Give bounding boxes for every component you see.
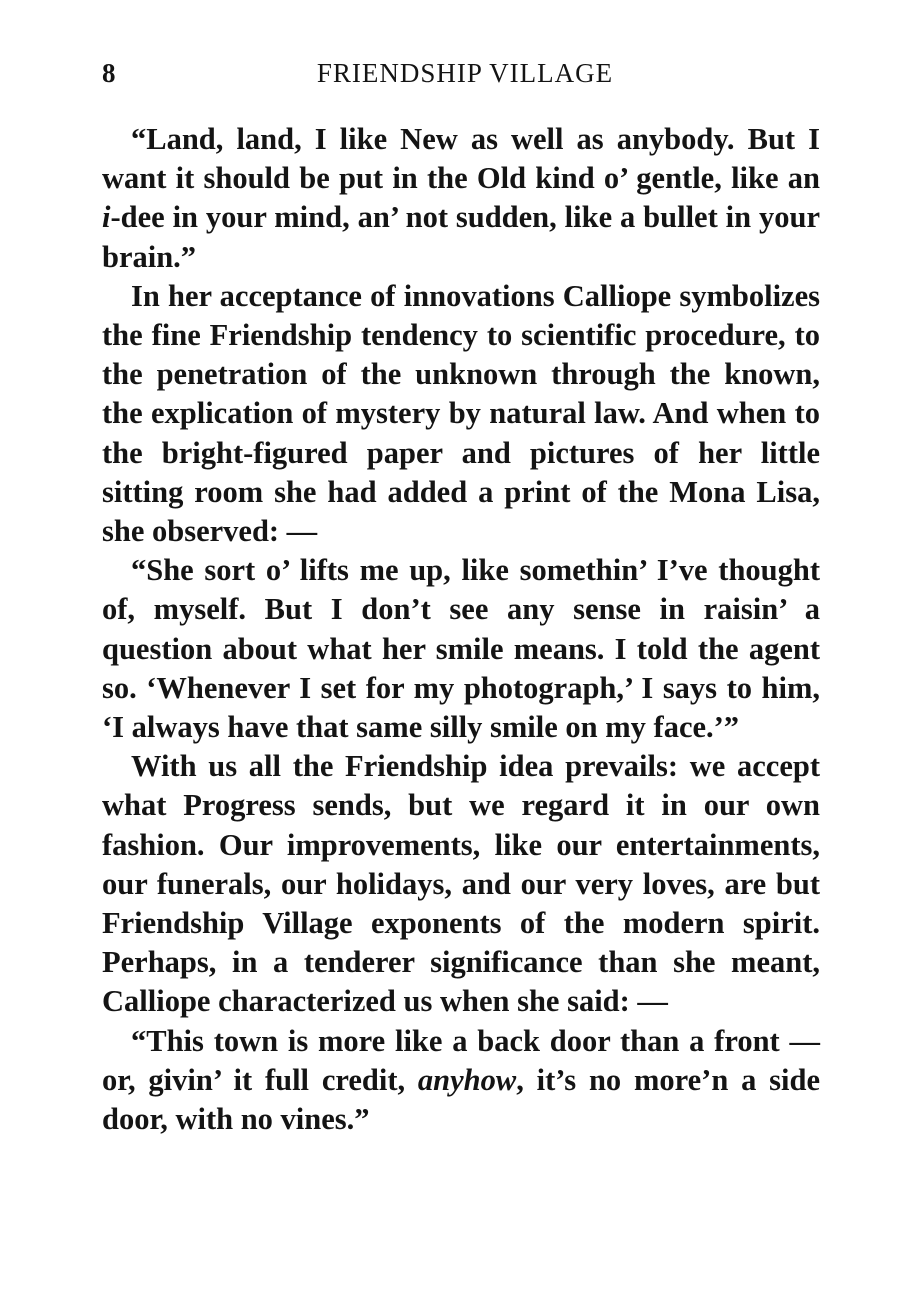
page-header xyxy=(102,58,818,98)
paragraph-5 xyxy=(102,1022,820,1140)
page-number: 8 xyxy=(102,58,117,88)
body-text xyxy=(102,120,820,1139)
paragraph-4: With us all the Friendship idea prevails: we accept what Progress sends, but we regard it in our own fashion. Our improvements, like our entertainments, our funerals, our holidays, and our very loves, are but Friendship Village exponents of the modern spirit. Perhaps, in a tenderer significance than she meant, Calliope characterized us when she said: — xyxy=(102,749,820,1019)
paragraph-1-text-a: “Land, land, I like New as well as anybody. But I want it should be put in the Old kind o’ gentle, like an xyxy=(102,122,820,196)
paragraph-1 xyxy=(102,120,820,277)
paragraph-3: “She sort o’ lifts me up, like somethin’ I’ve thought of, myself. But I don’t see any sense in raisin’ a question about what her smile means. I told the agent so. ‘Whenever I set for my photograph,’ I says to him, ‘I always have that same silly smile on my face.’” xyxy=(102,553,820,745)
paragraph-2: In her acceptance of innovations Calliope symbolizes the fine Friendship tendency to scientific procedure, to the penetration of the unknown through the known, the explication of mystery by natural law. And when to the bright-figured paper and pictures of her little sitting room she had added a print of the Mona Lisa, she observed: — xyxy=(102,278,820,549)
paragraph-5-text-a: “This town is more like a back door than a front — or, givin’ it full credit, xyxy=(102,1023,820,1097)
paragraph-1-text-b: -dee in your mind, an’ not sudden, like a bullet in your brain.” xyxy=(102,200,820,274)
paragraph-1-italic: i xyxy=(102,200,111,235)
running-head: FRIENDSHIP VILLAGE xyxy=(316,58,614,88)
paragraph-5-text-b: , it’s no more’n a side door, with no vines.” xyxy=(102,1062,820,1137)
paragraph-5-italic: anyhow xyxy=(417,1062,517,1097)
